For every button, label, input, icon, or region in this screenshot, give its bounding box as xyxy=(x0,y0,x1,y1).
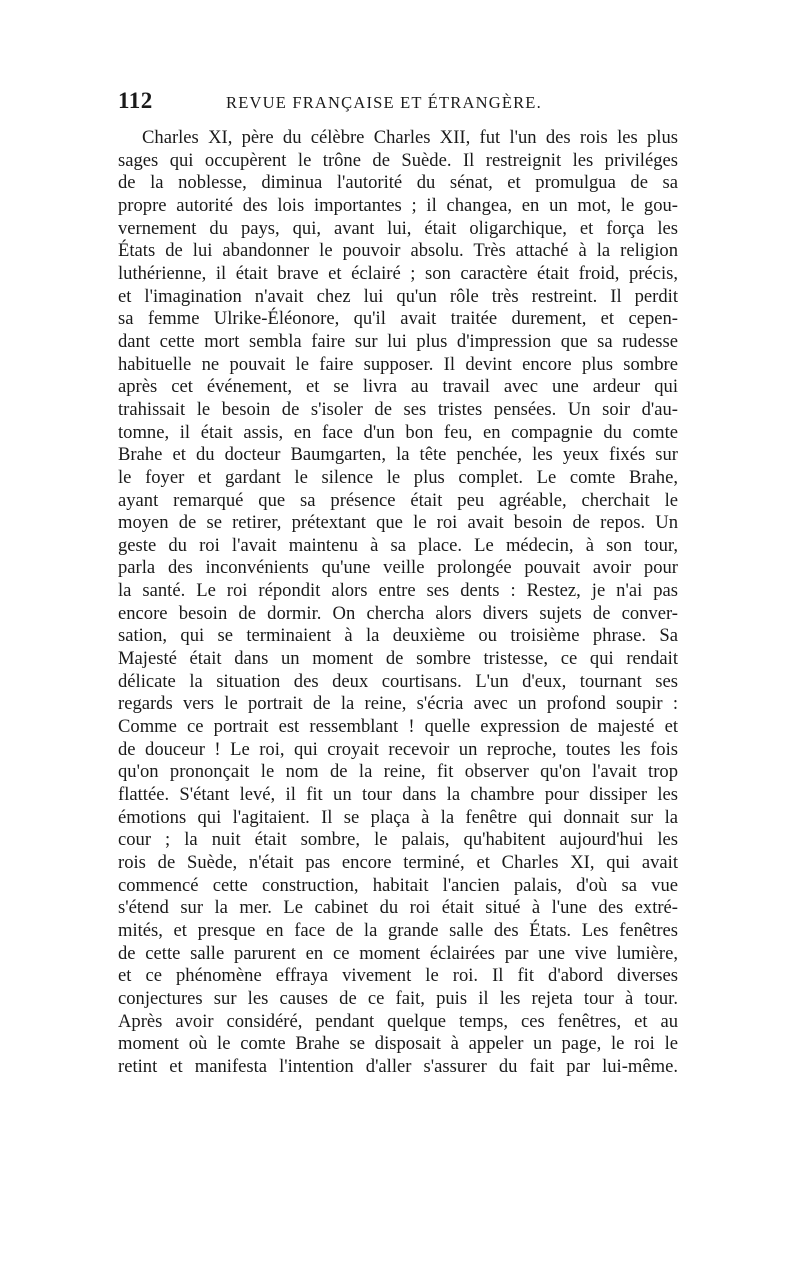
text-line: de la noblesse, diminua l'autorité du sénat, et promulgua de sa xyxy=(118,172,678,194)
text-line: rois de Suède, n'était pas encore terminé, et Charles XI, qui avait xyxy=(118,852,678,873)
text-line: après cet événement, et se livra au travail avec une ardeur qui xyxy=(118,376,678,398)
text-line: moment où le comte Brahe se disposait à appeler un page, le roi le xyxy=(118,1033,678,1055)
text-line: trahissait le besoin de s'isoler de ses tristes pensées. Un soir d'au- xyxy=(118,398,678,420)
text-line: États de lui abandonner le pouvoir absolu. Très attaché à la religion xyxy=(118,240,678,262)
text-line: Majesté était dans un moment de sombre tristesse, ce qui rendait xyxy=(118,648,678,670)
text-line: commencé cette construction, habitait l'ancien palais, d'où sa vue xyxy=(118,874,678,896)
text-line: la santé. Le roi répondit alors entre ses dents : Restez, je n'ai pas xyxy=(118,580,678,602)
text-line: Brahe et du docteur Baumgarten, la tête penchée, les yeux fixés sur xyxy=(118,444,678,466)
text-line: ayant remarqué que sa présence était peu agréable, cherchait le xyxy=(118,489,678,511)
text-line: habituelle ne pouvait le faire supposer. Il devint encore plus sombre xyxy=(118,353,678,375)
text-line: émotions qui l'agitaient. Il se plaça à la fenêtre qui donnait sur la xyxy=(118,806,678,828)
text-line: parla des inconvénients qu'une veille prolongée pouvait avoir pour xyxy=(118,557,678,579)
text-line: Charles XI, père du célèbre Charles XII, fut l'un des rois les plus xyxy=(142,127,678,148)
text-line: délicate la situation des deux courtisans. L'un d'eux, tournant ses xyxy=(118,670,678,692)
text-line: sation, qui se terminaient à la deuxième ou troisième phrase. Sa xyxy=(118,625,678,647)
text-line: moyen de se retirer, prétextant que le roi avait besoin de repos. Un xyxy=(118,512,678,534)
text-line: Comme ce portrait est ressemblant ! quelle expression de majesté et xyxy=(118,716,678,738)
text-line: de douceur ! Le roi, qui croyait recevoir un reproche, toutes les fois xyxy=(118,738,678,760)
text-line: le foyer et gardant le silence le plus complet. Le comte Brahe, xyxy=(118,466,678,488)
text-line: de cette salle parurent en ce moment éclairées par une vive lumière, xyxy=(118,942,678,964)
text-line: luthérienne, il était brave et éclairé ; son caractère était froid, précis, xyxy=(118,262,678,284)
text-line: flattée. S'étant levé, il fit un tour dans la chambre pour dissiper les xyxy=(118,784,678,806)
text-line: mités, et presque en face de la grande salle des États. Les fenêtres xyxy=(118,919,678,941)
text-line: retint et manifesta l'intention d'aller s'assurer du fait par lui-même. xyxy=(118,1055,678,1077)
text-line: et ce phénomène effraya vivement le roi. Il fit d'abord diverses xyxy=(118,965,678,987)
text-line: propre autorité des lois importantes ; il changea, en un mot, le gou- xyxy=(118,194,678,216)
text-line: qu'on prononçait le nom de la reine, fit observer qu'on l'avait trop xyxy=(118,761,678,783)
page-number: 112 xyxy=(118,88,153,113)
text-line: sa femme Ulrike-Éléonore, qu'il avait traitée durement, et cepen- xyxy=(118,308,678,330)
journal-title: REVUE FRANÇAISE ET ÉTRANGÈRE. xyxy=(226,93,542,112)
text-line: conjectures sur les causes de ce fait, puis il les rejeta tour à tour. xyxy=(118,987,678,1009)
text-line: geste du roi l'avait maintenu à sa place. Le médecin, à son tour, xyxy=(118,534,678,556)
text-line: tomne, il était assis, en face d'un bon feu, en compagnie du comte xyxy=(118,421,678,443)
text-line: sages qui occupèrent le trône de Suède. Il restreignit les priviléges xyxy=(118,149,678,171)
body-paragraph xyxy=(118,127,678,1079)
text-line: cour ; la nuit était sombre, le palais, qu'habitent aujourd'hui les xyxy=(118,829,678,851)
text-line: dant cette mort sembla faire sur lui plus d'impression que sa rudesse xyxy=(118,330,678,352)
text-line: et l'imagination n'avait chez lui qu'un rôle très restreint. Il perdit xyxy=(118,285,678,307)
text-line: Après avoir considéré, pendant quelque temps, ces fenêtres, et au xyxy=(118,1010,678,1032)
text-line: encore besoin de dormir. On chercha alors divers sujets de conver- xyxy=(118,602,678,624)
text-line: regards vers le portrait de la reine, s'écria avec un profond soupir : xyxy=(118,693,678,715)
running-head xyxy=(118,88,678,118)
text-line: s'étend sur la mer. Le cabinet du roi était situé à l'une des extré- xyxy=(118,897,678,919)
text-line: vernement du pays, qui, avant lui, était oligarchique, et força les xyxy=(118,217,678,239)
